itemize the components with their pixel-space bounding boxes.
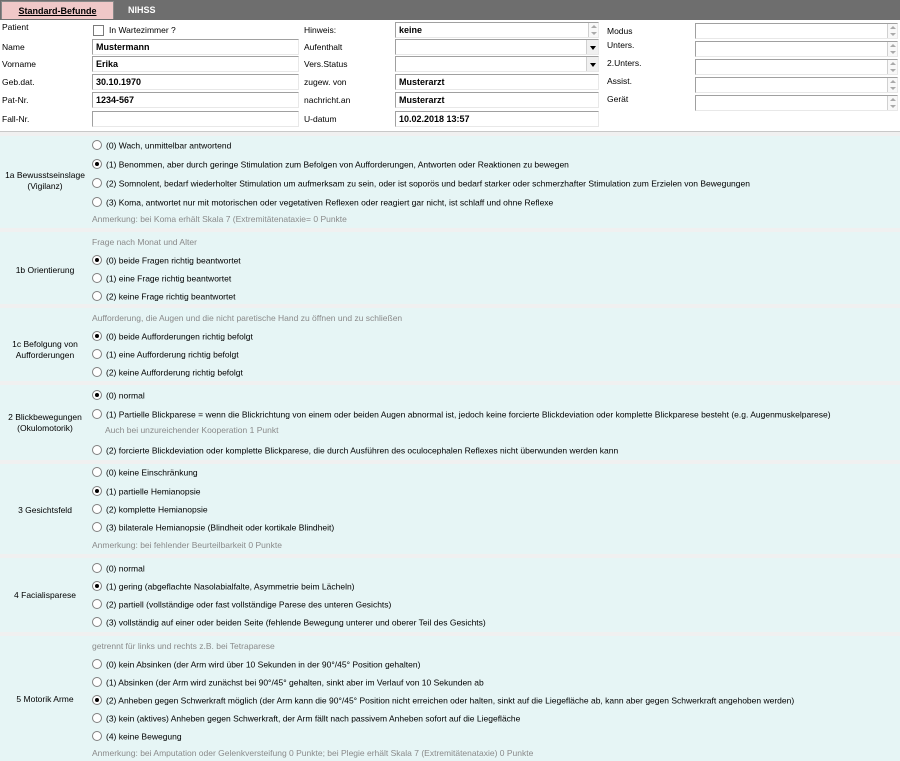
tab-nihss[interactable] [120, 1, 180, 19]
option-row[interactable] [92, 729, 182, 744]
gebdat-field[interactable]: 30.10.1970 [92, 74, 299, 90]
udatum-field[interactable]: 10.02.2018 13:57 [395, 111, 599, 127]
option-row[interactable] [92, 520, 334, 535]
option-row[interactable] [92, 138, 231, 153]
option-row[interactable] [92, 561, 145, 576]
vorname-label: Vorname [2, 59, 37, 69]
radio-button[interactable] [92, 367, 102, 377]
option-label: (2) Somnolent, bedarf wiederholter Stimulation um aufmerksam zu sein, oder ist soporös und bedarf starker oder schmerzhafter Stimulation zum Erzielen von Bewegungen [106, 178, 750, 189]
option-row[interactable] [92, 465, 198, 480]
assist-scroll[interactable] [887, 78, 897, 92]
wartezimmer-checkbox[interactable] [93, 25, 104, 36]
name-field[interactable]: Mustermann [92, 39, 299, 55]
gebdat-label: Geb.dat. [2, 77, 35, 87]
radio-button[interactable] [92, 522, 102, 532]
radio-button[interactable] [92, 677, 102, 687]
radio-button-selected[interactable] [92, 331, 102, 341]
radio-button-selected[interactable] [92, 581, 102, 591]
section-1a-bewusstseinslage [0, 133, 900, 228]
option-label: (1) eine Aufforderung richtig befolgt [106, 349, 239, 360]
radio-button-selected[interactable] [92, 486, 102, 496]
option-row[interactable] [92, 657, 420, 672]
section-note: Anmerkung: bei fehlender Beurteilbarkeit 0 Punkte [92, 540, 282, 550]
aufenthalt-label: Aufenthalt [304, 42, 343, 52]
radio-button[interactable] [92, 273, 102, 283]
section-1b-orientierung [0, 229, 900, 304]
radio-button[interactable] [92, 197, 102, 207]
unters-scroll[interactable] [887, 42, 897, 56]
option-label: (2) forcierte Blickdeviation oder komplette Blickparese, die durch Ausführen des oculocephalen Reflexes nicht überwunden werden kann [106, 445, 619, 456]
option-row[interactable] [92, 407, 831, 422]
section-title: 2 Blickbewegungen (Okulomotorik) [8, 412, 82, 433]
radio-button[interactable] [92, 140, 102, 150]
radio-button[interactable] [92, 504, 102, 514]
name-label: Name [2, 42, 25, 52]
modus-scroll[interactable] [887, 24, 897, 38]
udatum-label: U-datum [304, 114, 337, 124]
option-label: (1) Benommen, aber durch geringe Stimulation zum Befolgen von Aufforderungen, Antworten oder Reaktionen zu bewegen [106, 159, 569, 170]
section-title: 5 Motorik Arme [16, 694, 74, 704]
radio-button[interactable] [92, 731, 102, 741]
section-title: 4 Facialisparese [14, 590, 76, 600]
option-label: (2) partiell (vollständige oder fast vollständige Parese des unteren Gesichts) [106, 599, 392, 610]
radio-button[interactable] [92, 445, 102, 455]
option-row[interactable] [92, 253, 241, 268]
tab-bar [0, 0, 900, 20]
option-label: (0) beide Aufforderungen richtig befolgt [106, 331, 253, 342]
versstatus-label: Vers.Status [304, 59, 348, 69]
radio-button[interactable] [92, 599, 102, 609]
option-subnote: Auch bei unzureichender Kooperation 1 Punkt [105, 425, 279, 435]
radio-button-selected[interactable] [92, 695, 102, 705]
unters2-scroll[interactable] [887, 60, 897, 74]
option-row[interactable] [92, 597, 391, 612]
option-row[interactable] [92, 176, 750, 191]
hinweis-field[interactable] [395, 22, 599, 38]
option-label: (2) komplette Hemianopsie [106, 504, 208, 515]
option-label: (1) Partielle Blickparese = wenn die Blickrichtung von einem oder beiden Augen abnormal ist, jedoch keine forcierte Blickdeviation oder komplette Blickparese besteht (e.g. Augenmuskelparese) [106, 409, 831, 420]
section-note: Anmerkung: bei Amputation oder Gelenkversteifung 0 Punkte; bei Plegie erhält Skala 7 (Extremitätenataxie) 0 Punkte [92, 748, 534, 758]
section-title: 1b Orientierung [15, 265, 75, 275]
section-title: 3 Gesichtsfeld [18, 505, 72, 515]
patient-header [0, 20, 900, 132]
wartezimmer-label: In Wartezimmer ? [109, 25, 176, 35]
aufenthalt-dropdown[interactable] [395, 39, 599, 55]
radio-button[interactable] [92, 178, 102, 188]
option-label: (3) bilaterale Hemianopsie (Blindheit oder kortikale Blindheit) [106, 522, 335, 533]
fallnr-label: Fall-Nr. [2, 114, 30, 124]
unters-field[interactable] [695, 41, 898, 57]
radio-button-selected[interactable] [92, 159, 102, 169]
option-label: (1) eine Frage richtig beantwortet [106, 273, 232, 284]
section-title: 1a Bewusstseinslage (Vigilanz) [5, 170, 85, 191]
zugewvon-field[interactable]: Musterarzt [395, 74, 599, 90]
radio-button[interactable] [92, 563, 102, 573]
option-label: (0) normal [106, 563, 145, 574]
patient-label: Patient [2, 22, 29, 32]
hinweis-value: keine [399, 25, 423, 35]
geraet-label: Gerät [607, 94, 629, 104]
option-row[interactable] [92, 711, 520, 726]
option-label: (2) keine Frage richtig beantwortet [106, 291, 236, 302]
option-label: (0) keine Einschränkung [106, 467, 198, 478]
option-row[interactable] [92, 329, 253, 344]
unters2-field[interactable] [695, 59, 898, 75]
radio-button-selected[interactable] [92, 390, 102, 400]
geraet-scroll[interactable] [887, 96, 897, 110]
radio-button[interactable] [92, 467, 102, 477]
option-row[interactable] [92, 484, 201, 499]
section-4-facialisparese [0, 555, 900, 632]
option-label: (0) Wach, unmittelbar antwortend [106, 140, 232, 151]
radio-button[interactable] [92, 349, 102, 359]
section-2-blickbewegungen [0, 382, 900, 460]
radio-button[interactable] [92, 713, 102, 723]
option-row[interactable] [92, 271, 231, 286]
option-row[interactable] [92, 388, 145, 403]
option-row[interactable] [92, 157, 569, 172]
radio-button[interactable] [92, 409, 102, 419]
radio-button[interactable] [92, 659, 102, 669]
section-1c-befolgung [0, 305, 900, 381]
radio-button[interactable] [92, 291, 102, 301]
option-row[interactable] [92, 615, 486, 630]
patnr-label: Pat-Nr. [2, 95, 29, 105]
option-label: (0) beide Fragen richtig beantwortet [106, 255, 241, 266]
option-label: (0) normal [106, 390, 145, 401]
option-label: (2) keine Aufforderung richtig befolgt [106, 367, 243, 378]
section-5-motorik-arme [0, 633, 900, 761]
tab-standard-label: Standard-Befunde [18, 6, 97, 16]
modus-label: Modus [607, 26, 633, 36]
unters-label: Unters. [607, 40, 635, 50]
option-label: (1) gering (abgeflachte Nasolabialfalte, Asymmetrie beim Lächeln) [106, 581, 355, 592]
option-label: (3) kein (aktives) Anheben gegen Schwerkraft, der Arm fällt nach passivem Anheben sofort auf die Liegefläche [106, 713, 521, 724]
section-note: Anmerkung: bei Koma erhält Skala 7 (Extremitätenataxie= 0 Punkte [92, 214, 347, 224]
zugewvon-label: zugew. von [304, 77, 347, 87]
section-3-gesichtsfeld [0, 461, 900, 554]
option-row[interactable] [92, 579, 355, 594]
hinweis-scroll[interactable] [588, 23, 598, 37]
assist-field[interactable] [695, 77, 898, 93]
option-row[interactable] [92, 693, 794, 708]
fallnr-field[interactable] [92, 111, 299, 127]
chevron-down-icon[interactable] [586, 40, 598, 54]
section-intro: getrennt für links und rechts z.B. bei Tetraparese [92, 641, 275, 651]
option-label: (3) vollständig auf einer oder beiden Seite (fehlende Bewegung unterer und oberer Teil des Gesichts) [106, 617, 486, 628]
assist-label: Assist. [607, 76, 633, 86]
nachricht-field[interactable]: Musterarzt [395, 92, 599, 108]
option-row[interactable] [92, 502, 208, 517]
geraet-field[interactable] [695, 95, 898, 111]
option-row[interactable] [92, 289, 235, 304]
option-label: (0) kein Absinken (der Arm wird über 10 Sekunden in der 90°/45° Position gehalten) [106, 659, 421, 670]
section-title: 1c Befolgung von Aufforderungen [12, 339, 78, 360]
radio-button-selected[interactable] [92, 255, 102, 265]
section-intro: Frage nach Monat und Alter [92, 237, 197, 247]
option-row[interactable] [92, 675, 484, 690]
section-intro: Aufforderung, die Augen und die nicht paretische Hand zu öffnen und zu schließen [92, 313, 403, 323]
option-row[interactable] [92, 347, 239, 362]
option-row[interactable] [92, 195, 553, 210]
radio-button[interactable] [92, 617, 102, 627]
versstatus-dropdown[interactable] [395, 56, 599, 72]
option-label: (3) Koma, antwortet nur mit motorischen oder vegetativen Reflexen oder reagiert gar nicht, ist schlaff und ohne Reflexe [106, 197, 554, 208]
patnr-field[interactable]: 1234-567 [92, 92, 299, 108]
option-label: (1) Absinken (der Arm wird zunächst bei 90°/45° gehalten, sinkt aber im Verlauf von 10 Sekunden ab [106, 677, 484, 688]
chevron-down-icon[interactable] [586, 57, 598, 71]
tab-standard-befunde[interactable] [1, 1, 114, 19]
option-row[interactable] [92, 365, 243, 380]
option-label: (4) keine Bewegung [106, 731, 182, 742]
vorname-field[interactable]: Erika [92, 56, 299, 72]
option-label: (1) partielle Hemianopsie [106, 486, 201, 497]
tab-nihss-label: NIHSS [128, 5, 156, 15]
option-row[interactable] [92, 443, 618, 458]
option-label: (2) Anheben gegen Schwerkraft möglich (der Arm kann die 90°/45° Position nicht erreichen oder halten, sinkt auf die Liegefläche ab, kann aber gegen Schwerkraft angehoben werden) [106, 695, 795, 706]
nachricht-label: nachricht.an [304, 95, 351, 105]
modus-field[interactable] [695, 23, 898, 39]
unters2-label: 2.Unters. [607, 58, 642, 68]
hinweis-label: Hinweis: [304, 25, 337, 35]
